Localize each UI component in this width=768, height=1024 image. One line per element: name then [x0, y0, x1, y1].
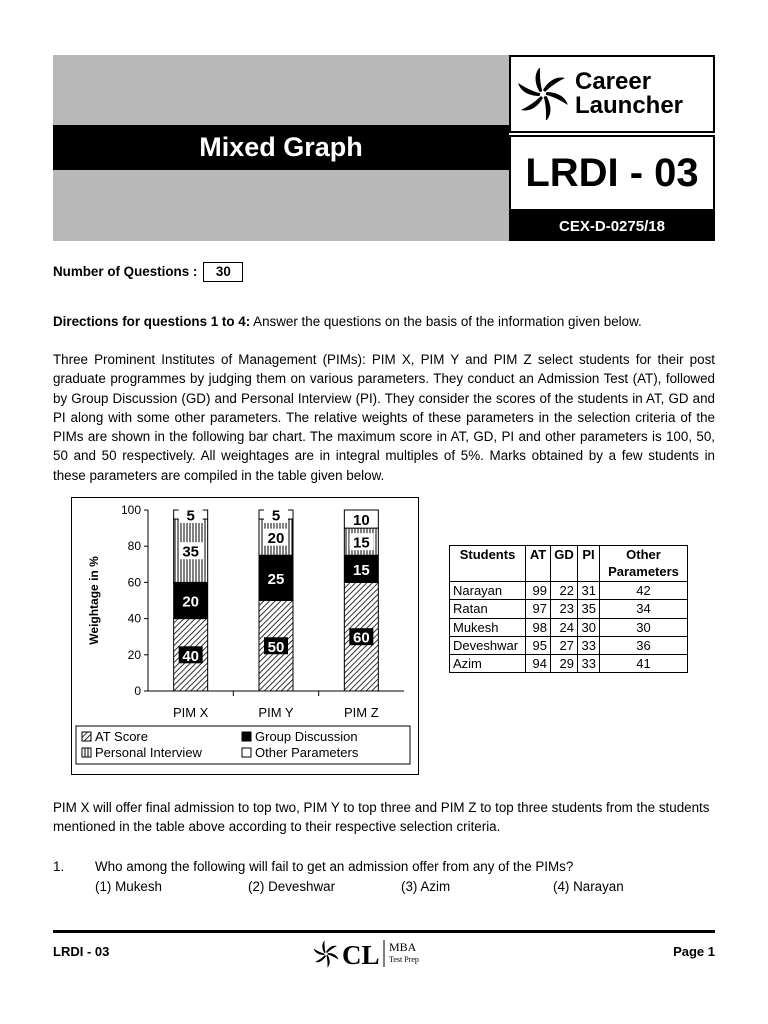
brand-line-1: Career — [575, 68, 652, 95]
directions — [53, 312, 715, 331]
legend-swatch — [82, 732, 91, 741]
data-label: 5 — [186, 507, 195, 525]
y-tick-label: 20 — [127, 647, 141, 662]
legend-label: AT Score — [95, 729, 148, 744]
weightage-chart — [71, 497, 419, 775]
footer-logo-cl: CL — [342, 940, 380, 969]
y-tick-label: 80 — [127, 539, 141, 554]
data-label: 60 — [352, 629, 370, 647]
data-label: 15 — [352, 534, 370, 552]
at-score: 97 — [526, 600, 551, 618]
data-label: 5 — [271, 507, 281, 525]
other-score: 34 — [600, 600, 688, 618]
table-row — [450, 636, 688, 654]
pinwheel-icon — [313, 940, 338, 967]
option-3: (3) Azim — [401, 879, 451, 894]
other-score: 30 — [600, 618, 688, 636]
gd-score: 23 — [551, 600, 578, 618]
legend-label: Other Parameters — [255, 745, 359, 760]
gd-score: 22 — [551, 582, 578, 600]
data-label: 25 — [267, 570, 285, 588]
chart-canvas — [72, 498, 420, 776]
brand-name — [575, 70, 683, 118]
at-score: 98 — [526, 618, 551, 636]
footer-code: LRDI - 03 — [53, 944, 110, 959]
questions-count-value: 30 — [203, 262, 243, 282]
table-header-other: Other Parameters — [600, 546, 688, 582]
other-score: 42 — [600, 582, 688, 600]
table-header-gd: GD — [551, 546, 578, 582]
footer-logo-mba: MBA — [389, 940, 417, 954]
pi-score: 30 — [578, 618, 600, 636]
pi-score: 35 — [578, 600, 600, 618]
at-score: 94 — [526, 655, 551, 673]
at-score: 95 — [526, 636, 551, 654]
gd-score: 27 — [551, 636, 578, 654]
table-row — [450, 582, 688, 600]
table-row — [450, 618, 688, 636]
question-text: Who among the following will fail to get an admission offer from any of the PIMs? — [95, 859, 574, 874]
option-2: (2) Deveshwar — [248, 879, 336, 894]
y-tick-label: 40 — [127, 611, 141, 626]
at-score: 99 — [526, 582, 551, 600]
table-row — [450, 655, 688, 673]
intro-paragraph: Three Prominent Institutes of Management (PIMs): PIM X, PIM Y and PIM Z select students for their post graduate programmes by judging them on various parameters. They conduct an Admission Test (AT), followed by Group Discussion (GD) and Personal Interview (PI). They consider the scores of the students in AT, GD and PI along with some other parameters. The relative weights of these parameters in the selection criteria of the PIMs are shown in the following bar chart. The maximum score in AT, GD, PI and other parameters is 100, 50, 50 and 50 respectively. All weightages are in integral multiples of 5%. Marks obtained by a few students in these parameters are compiled in the table given below. — [53, 352, 715, 483]
student-name: Mukesh — [450, 618, 526, 636]
student-name: Ratan — [450, 600, 526, 618]
other-score: 36 — [600, 636, 688, 654]
question-options — [95, 877, 695, 897]
directions-text: Answer the questions on the basis of the information given below. — [250, 314, 642, 329]
legend-label: Group Discussion — [255, 729, 358, 744]
footer-divider — [53, 930, 715, 933]
student-scores-table — [449, 545, 688, 673]
table-header-row — [450, 546, 688, 582]
x-tick-label: PIM Y — [258, 705, 294, 720]
data-label: 20 — [182, 593, 200, 611]
student-name: Azim — [450, 655, 526, 673]
student-name: Deveshwar — [450, 636, 526, 654]
test-sub-code: CEX-D-0275/18 — [509, 211, 715, 241]
pi-score: 33 — [578, 636, 600, 654]
footer-logo-testprep: Test Prep — [389, 955, 419, 964]
footer-logo-graphic — [312, 937, 442, 969]
questions-count-row — [53, 262, 715, 282]
pi-score: 33 — [578, 655, 600, 673]
x-tick-label: PIM X — [172, 705, 209, 720]
y-tick-label: 100 — [120, 503, 141, 517]
footer-logo — [312, 937, 442, 969]
questions-count-label: Number of Questions : — [53, 264, 198, 280]
title-band — [53, 125, 509, 170]
gd-score: 29 — [551, 655, 578, 673]
selection-paragraph: PIM X will offer final admission to top two, PIM Y to top three and PIM Z to top three students from the students mentioned in the table above according to their respective selection criteria. — [53, 800, 710, 835]
y-tick-label: 0 — [134, 684, 141, 698]
data-label: 40 — [182, 647, 200, 665]
table-header-at: AT — [526, 546, 551, 582]
data-label: 20 — [267, 530, 285, 548]
data-label: 15 — [352, 561, 370, 579]
legend-swatch — [82, 748, 91, 757]
pinwheel-icon — [517, 68, 569, 120]
option-4: (4) Narayan — [553, 879, 624, 894]
option-1: (1) Mukesh — [95, 879, 162, 894]
legend-swatch — [242, 732, 251, 741]
other-score: 41 — [600, 655, 688, 673]
test-code: LRDI - 03 — [509, 135, 715, 211]
table-row — [450, 600, 688, 618]
gd-score: 24 — [551, 618, 578, 636]
data-label: 10 — [352, 512, 370, 530]
question-number: 1. — [53, 859, 65, 874]
data-label: 50 — [267, 638, 285, 656]
page-number: Page 1 — [673, 944, 715, 959]
page-title: Mixed Graph — [199, 132, 363, 162]
data-label: 35 — [182, 543, 200, 561]
y-axis-title: Weightage in % — [87, 556, 101, 645]
pi-score: 31 — [578, 582, 600, 600]
brand-logo — [509, 55, 715, 133]
student-name: Narayan — [450, 582, 526, 600]
table-header-pi: PI — [578, 546, 600, 582]
x-tick-label: PIM Z — [343, 705, 379, 720]
brand-line-2: Launcher — [575, 92, 684, 119]
y-tick-label: 60 — [127, 575, 141, 590]
legend-label: Personal Interview — [95, 745, 202, 760]
table-header-students: Students — [450, 546, 526, 582]
directions-heading: Directions for questions 1 to 4: — [53, 314, 251, 329]
legend-swatch — [242, 748, 251, 757]
